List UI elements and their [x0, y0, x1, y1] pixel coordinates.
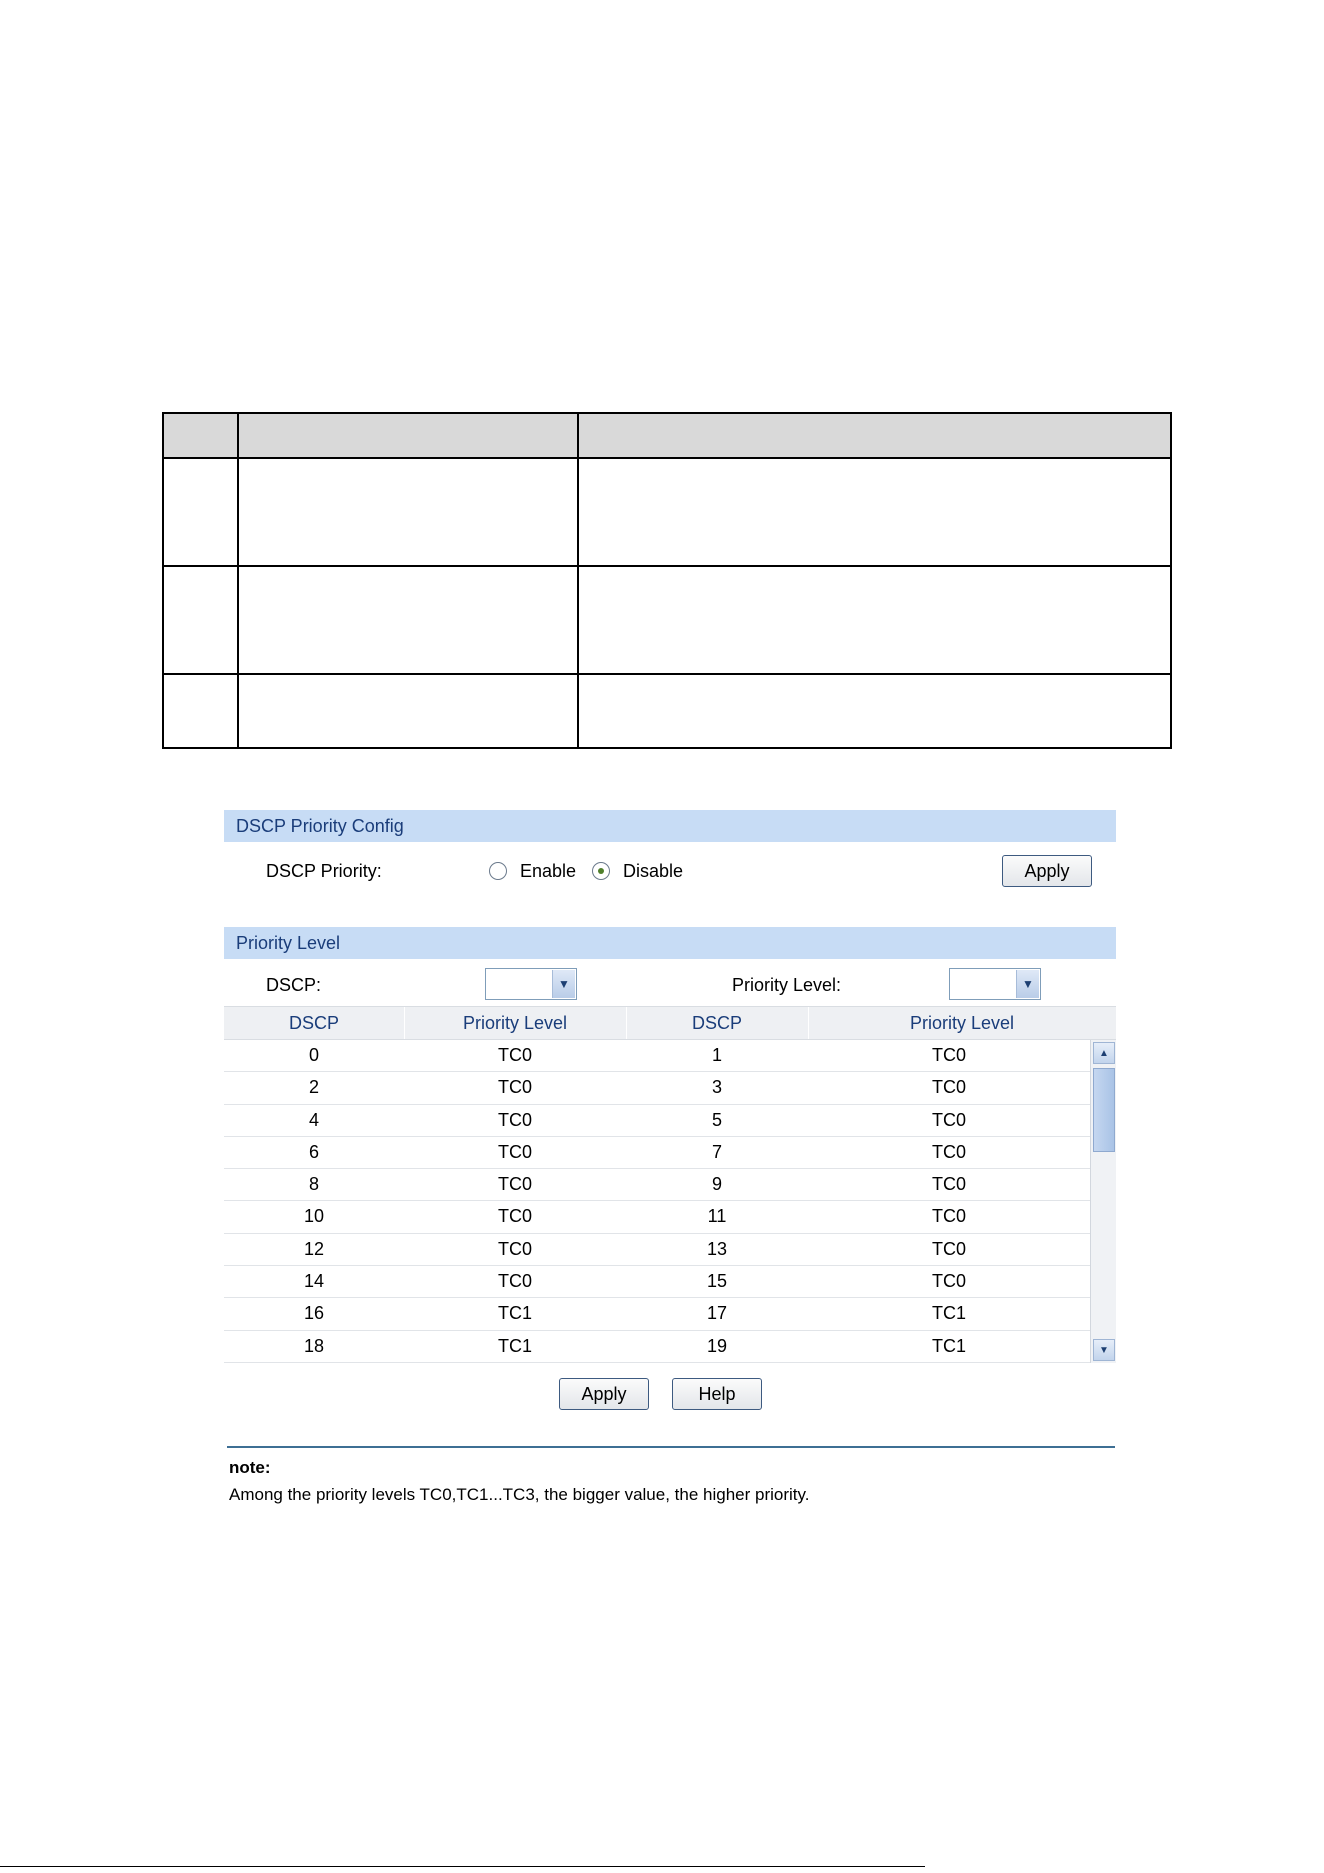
cell-priority-level: TC0 — [497, 1206, 532, 1227]
cell-priority-level: TC1 — [497, 1335, 532, 1356]
section-title-priority-level: Priority Level — [224, 927, 1116, 959]
enable-radio[interactable] — [489, 862, 507, 880]
table-apply-button[interactable]: Apply — [559, 1378, 649, 1410]
cell-dscp: 5 — [711, 1109, 722, 1130]
page-footer-line — [0, 1866, 925, 1867]
cell-priority-level: TC0 — [497, 1077, 532, 1098]
cell-dscp: 16 — [303, 1303, 325, 1324]
section-title-dscp-priority-config: DSCP Priority Config — [224, 810, 1116, 842]
cell-dscp: 9 — [711, 1174, 722, 1195]
cell-dscp: 1 — [711, 1045, 722, 1065]
disable-label: Disable — [623, 861, 684, 881]
help-button[interactable]: Help — [672, 1378, 762, 1410]
table-row — [224, 1040, 1090, 1072]
enable-label: Enable — [520, 861, 577, 881]
column-header-dscp: DSCP — [691, 1013, 742, 1033]
cell-priority-level: TC0 — [931, 1077, 966, 1098]
cell-priority-level: TC0 — [931, 1238, 966, 1259]
cell-dscp: 14 — [303, 1271, 325, 1292]
cell-dscp: 6 — [308, 1141, 319, 1162]
cell-priority-level: TC0 — [931, 1206, 966, 1227]
cell-priority-level: TC0 — [497, 1109, 532, 1130]
disable-radio[interactable] — [592, 862, 610, 880]
cell-dscp: 7 — [711, 1141, 722, 1162]
priority-level-select-label: Priority Level: — [732, 975, 842, 995]
cell-priority-level: TC0 — [931, 1109, 966, 1130]
document-table — [162, 412, 1172, 749]
table-row — [224, 1331, 1090, 1363]
table-row — [224, 1266, 1090, 1298]
cell-priority-level: TC0 — [497, 1045, 532, 1065]
table-row — [224, 1201, 1090, 1233]
dscp-select-label: DSCP: — [266, 975, 322, 995]
priority-table-header — [224, 1006, 1116, 1040]
cell-priority-level: TC0 — [497, 1238, 532, 1259]
table-row — [224, 1072, 1090, 1104]
cell-priority-level: TC0 — [931, 1271, 966, 1292]
dscp-select[interactable] — [485, 968, 577, 1000]
config-apply-button[interactable]: Apply — [1002, 855, 1092, 887]
scroll-down-icon[interactable]: ▼ — [1093, 1339, 1115, 1361]
cell-dscp: 19 — [706, 1335, 728, 1356]
document-table-header-row — [163, 413, 1171, 458]
cell-priority-level: TC1 — [497, 1303, 532, 1324]
scroll-thumb[interactable] — [1093, 1068, 1115, 1152]
cell-dscp: 12 — [303, 1238, 325, 1259]
cell-priority-level: TC0 — [931, 1174, 966, 1195]
document-table-row — [163, 566, 1171, 674]
cell-priority-level: TC0 — [497, 1271, 532, 1292]
cell-priority-level: TC0 — [497, 1174, 532, 1195]
document-table-row — [163, 674, 1171, 748]
column-divider — [808, 1007, 809, 1039]
document-table-row — [163, 458, 1171, 566]
table-row — [224, 1234, 1090, 1266]
table-row — [224, 1298, 1090, 1330]
priority-table-body — [224, 1040, 1090, 1363]
column-divider — [404, 1007, 405, 1039]
cell-dscp: 3 — [711, 1077, 722, 1098]
cell-dscp: 2 — [308, 1077, 319, 1098]
cell-priority-level: TC1 — [931, 1335, 966, 1356]
note-divider — [227, 1446, 1115, 1448]
column-divider — [626, 1007, 627, 1039]
column-header-priority-level: Priority Level — [909, 1013, 1015, 1033]
column-header-dscp: DSCP — [288, 1013, 339, 1033]
cell-dscp: 13 — [706, 1238, 728, 1259]
cell-dscp: 10 — [303, 1206, 325, 1227]
table-row — [224, 1137, 1090, 1169]
cell-dscp: 8 — [308, 1174, 319, 1195]
priority-level-select[interactable] — [949, 968, 1041, 1000]
cell-priority-level: TC0 — [497, 1141, 532, 1162]
cell-dscp: 15 — [706, 1271, 728, 1292]
table-row — [224, 1105, 1090, 1137]
chevron-down-icon[interactable]: ▼ — [1016, 970, 1039, 998]
note-title: note: — [229, 1458, 271, 1477]
cell-priority-level: TC0 — [931, 1141, 966, 1162]
cell-dscp: 18 — [303, 1335, 325, 1356]
cell-dscp: 17 — [706, 1303, 728, 1324]
dscp-priority-label: DSCP Priority: — [266, 861, 382, 881]
table-scrollbar[interactable] — [1090, 1040, 1116, 1363]
column-header-priority-level: Priority Level — [462, 1013, 568, 1033]
note-text: Among the priority levels TC0,TC1...TC3, the bigger value, the higher priority. — [229, 1485, 810, 1504]
cell-dscp: 11 — [707, 1206, 727, 1227]
chevron-down-icon[interactable]: ▼ — [552, 970, 575, 998]
scroll-up-icon[interactable]: ▲ — [1093, 1042, 1115, 1064]
table-row — [224, 1169, 1090, 1201]
cell-priority-level: TC0 — [931, 1045, 966, 1065]
cell-priority-level: TC1 — [931, 1303, 966, 1324]
cell-dscp: 0 — [308, 1045, 319, 1065]
cell-dscp: 4 — [308, 1109, 319, 1130]
